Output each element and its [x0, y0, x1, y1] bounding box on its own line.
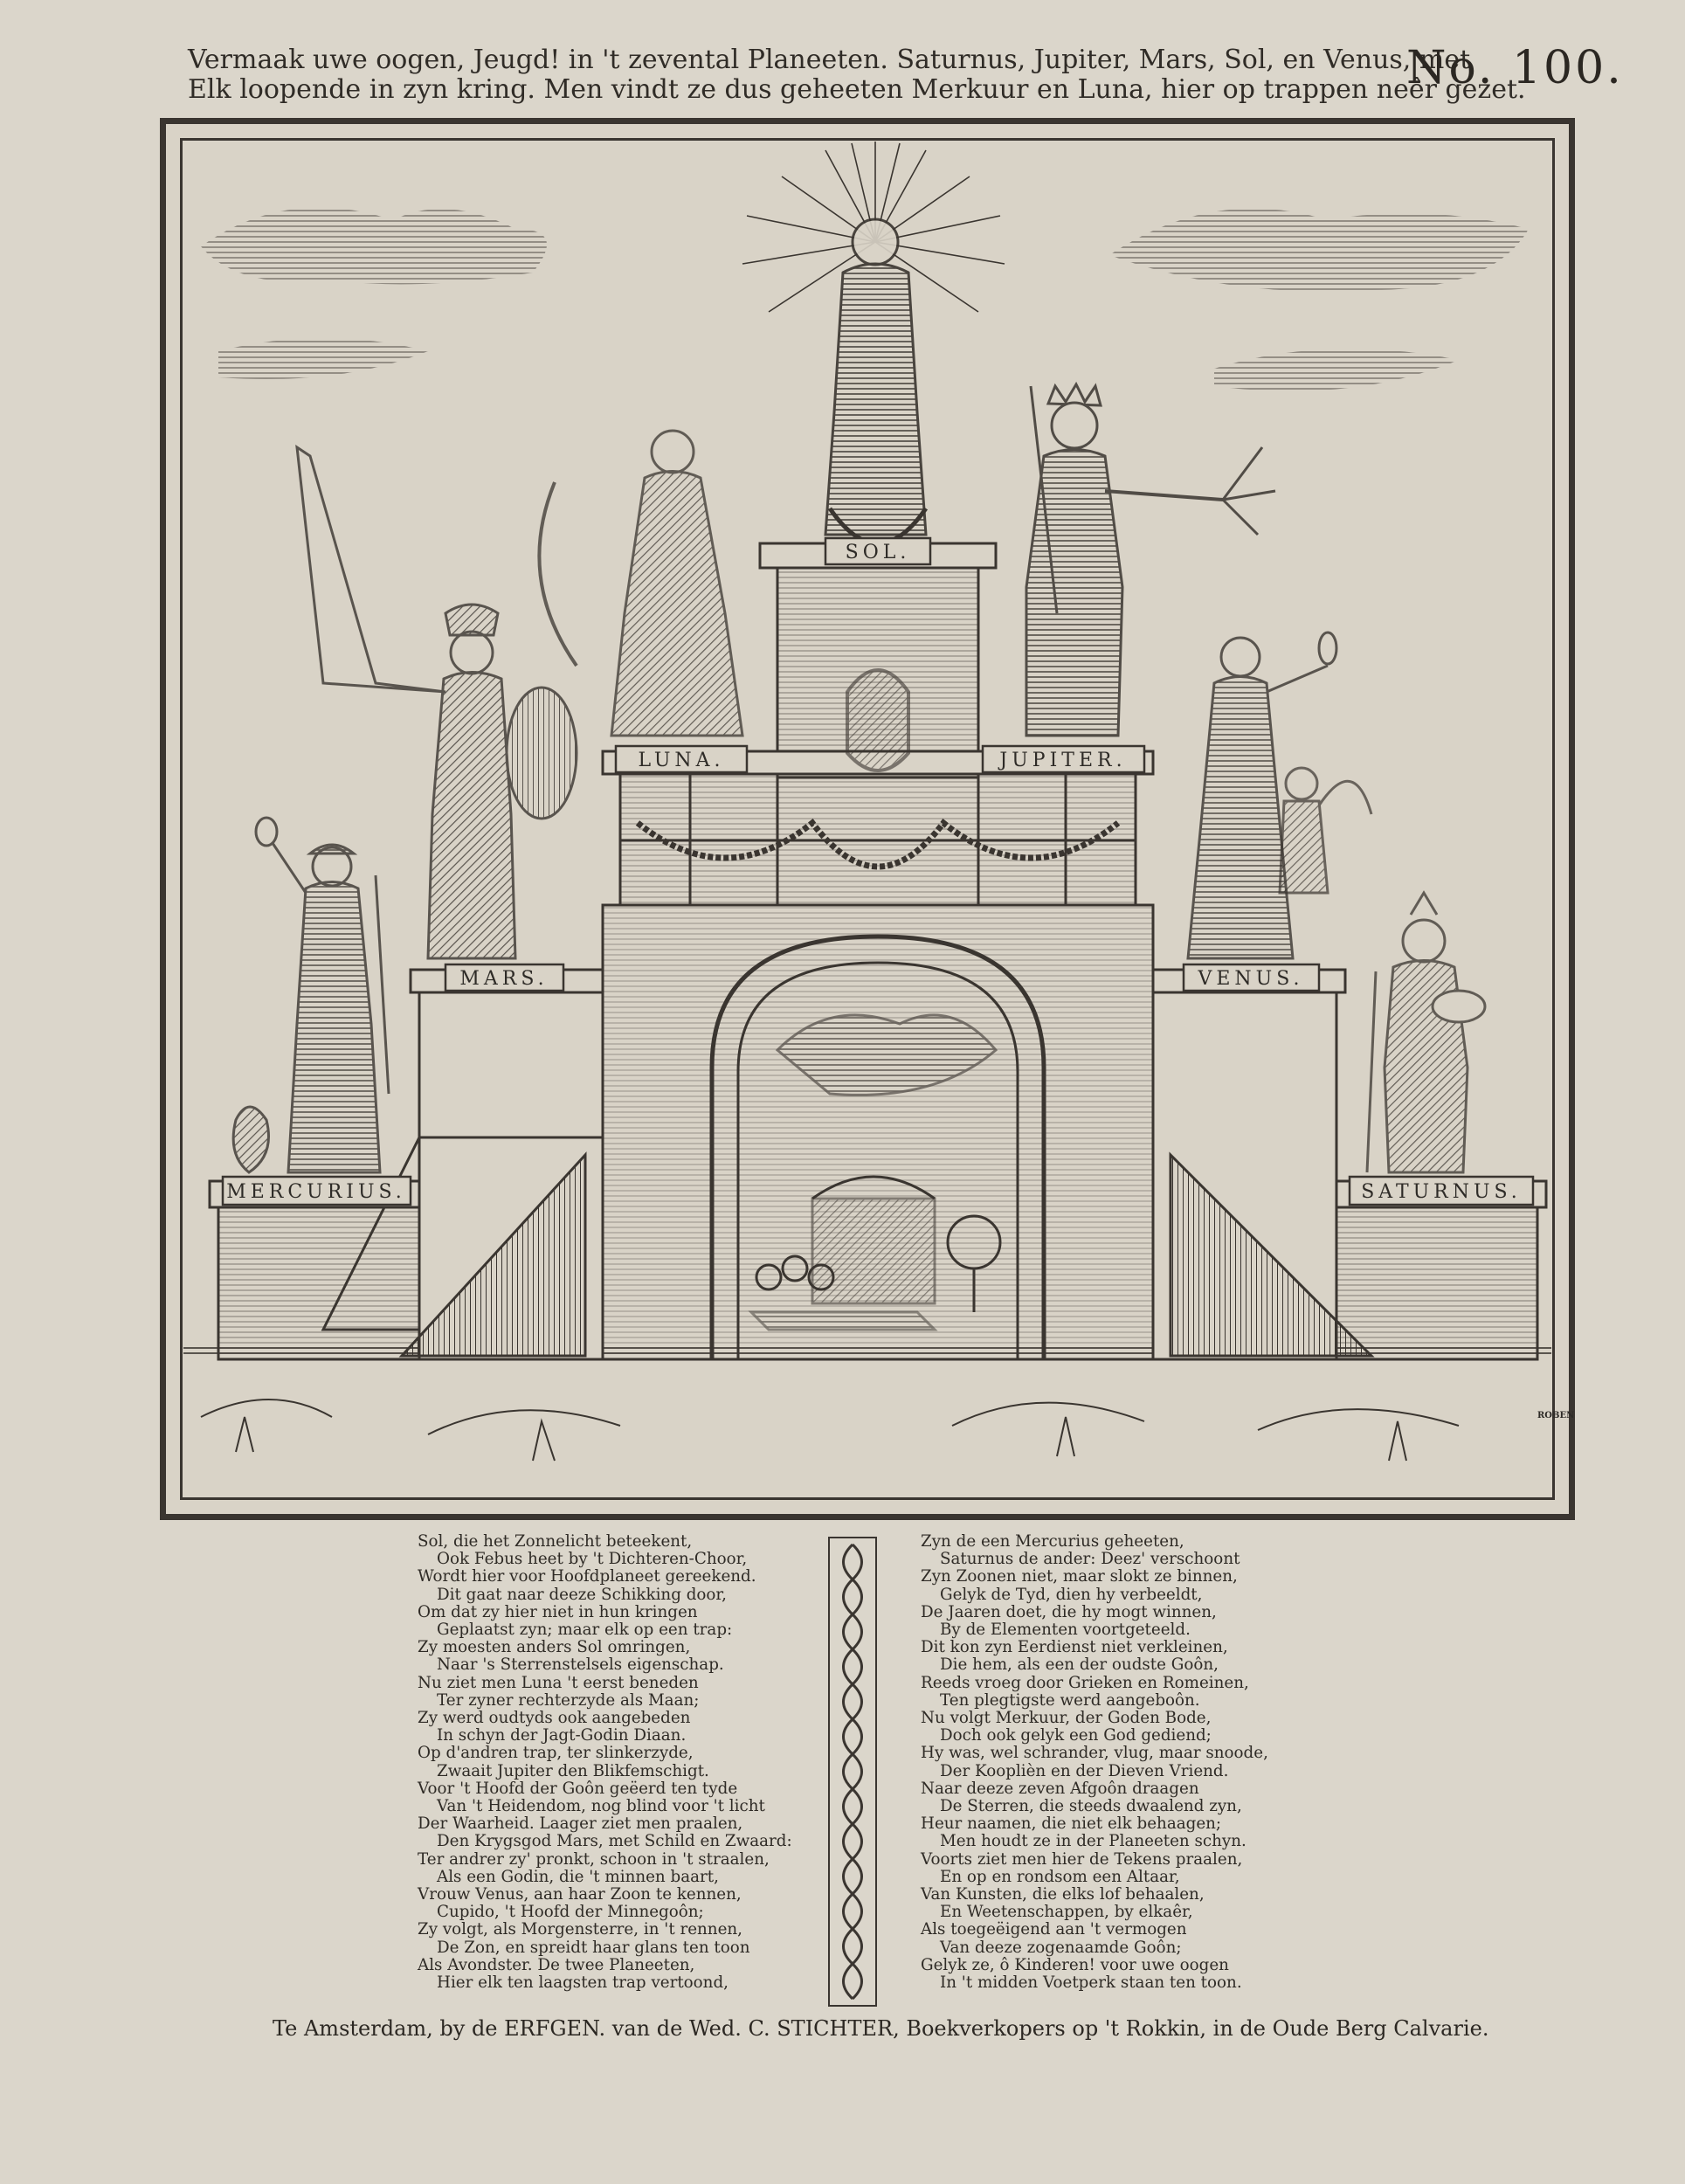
verse-line: De Jaaren doet, die hy mogt winnen, [921, 1602, 1217, 1621]
verse-line: Hier elk ten laagsten trap vertoond, [437, 1973, 729, 1993]
label-saturnus: SATURNUS. [1361, 1181, 1522, 1203]
verse-line: Sol, die het Zonnelicht beteekent, [418, 1532, 693, 1551]
verse-column-right [921, 1533, 1268, 1992]
verse-line: Heur naamen, die niet elk behaagen; [921, 1814, 1222, 1834]
verse-line: Als Avondster. De twee Planeeten, [418, 1955, 695, 1974]
ground [183, 1347, 1551, 1461]
verse-line: Wordt hier voor Hoofdplaneet gereekend. [418, 1567, 756, 1586]
label-mercurius: MERCURIUS. [226, 1181, 406, 1203]
title-line-1: Vermaak uwe oogen, Jeugd! in 't zevental Planeeten. Saturnus, Jupiter, Mars, Sol, en Venus, met [188, 45, 1471, 75]
verse-line: Ten plegtigste werd aangeboôn. [940, 1690, 1200, 1710]
verse-line: Ter andrer zy' pronkt, schoon in 't straalen, [418, 1849, 770, 1869]
verse-line: Dit gaat naar deeze Schikking door, [437, 1585, 727, 1604]
verse-line: By de Elementen voortgeteeld. [940, 1621, 1191, 1640]
verse-line: In schyn der Jagt-Godin Diaan. [437, 1726, 687, 1745]
label-luna: LUNA. [638, 750, 725, 771]
figure-mercurius [233, 818, 389, 1172]
verse-line: Gelyk ze, ô Kinderen! voor uwe oogen [921, 1955, 1229, 1974]
verse-line: Zyn Zoonen niet, maar slokt ze binnen, [921, 1567, 1238, 1586]
verse-line: Van Kunsten, die elks lof behaalen, [921, 1885, 1205, 1904]
label-venus: VENUS. [1198, 968, 1304, 990]
verse-line: Van 't Heidendom, nog blind voor 't licht [437, 1797, 765, 1816]
verse-line: Der Waarheid. Laager ziet men praalen, [418, 1814, 743, 1834]
verse-line: Reeds vroeg door Grieken en Romeinen, [921, 1673, 1249, 1692]
publisher-imprint: Te Amsterdam, by de ERFGEN. van de Wed. C. STICHTER, Boekverkopers op 't Rokkin, in de Oude Berg Calvarie. [273, 2016, 1489, 2041]
verse-line: Nu ziet men Luna 't eerst beneden [418, 1673, 699, 1692]
verse-line: Zy werd oudtyds ook aangebeden [418, 1709, 691, 1728]
label-mars: MARS. [459, 968, 549, 990]
title-line-2: Elk loopende in zyn kring. Men vindt ze dus geheeten Merkuur en Luna, hier op trappen neêr gezet. [188, 74, 1526, 105]
verse-line: Naar deeze zeven Afgoôn draagen [921, 1779, 1199, 1798]
planets-illustration [166, 124, 1569, 1514]
verse-line: In 't midden Voetperk staan ten toon. [940, 1973, 1242, 1993]
verse-line: Naar 's Sterrenstelsels eigenschap. [437, 1655, 724, 1675]
verse-line: Voorts ziet men hier de Tekens praalen, [921, 1849, 1243, 1869]
woodcut-frame [160, 118, 1575, 1520]
figure-cupid [1280, 768, 1371, 893]
verse-line: Nu volgt Merkuur, der Goden Bode, [921, 1709, 1212, 1728]
verse-line: De Sterren, die steeds dwaalend zyn, [940, 1797, 1242, 1816]
verse-line: Doch ook gelyk een God gediend; [940, 1726, 1212, 1745]
verse-line: Zyn de een Mercurius geheeten, [921, 1532, 1184, 1551]
verse-line: Die hem, als een der oudste Goôn, [940, 1655, 1219, 1675]
label-sol: SOL. [845, 542, 911, 563]
left-pedestals [210, 970, 603, 1359]
label-jupiter: JUPITER. [999, 750, 1127, 771]
verse-line: De Zon, en spreidt haar glans ten toon [437, 1938, 750, 1957]
verse-line: Vrouw Venus, aan haar Zoon te kennen, [418, 1885, 742, 1904]
verse-line: Dit kon zyn Eerdienst niet verkleinen, [921, 1638, 1228, 1657]
verse-line: Als toegeëigend aan 't vermogen [921, 1920, 1187, 1939]
verse-line: Zy volgt, als Morgensterre, in 't rennen, [418, 1920, 742, 1939]
verse-line: En op en rondsom een Altaar, [940, 1867, 1180, 1886]
verse-line: Zwaait Jupiter den Blikfemschigt. [437, 1761, 709, 1780]
verse-line: Voor 't Hoofd der Goôn geëerd ten tyde [418, 1779, 738, 1798]
verse-line: Den Krygsgod Mars, met Schild en Zwaard: [437, 1832, 792, 1851]
verse-line: Zy moesten anders Sol omringen, [418, 1638, 691, 1657]
engraver-signature: ROBEN [1537, 1411, 1575, 1420]
verse-line: Op d'andren trap, ter slinkerzyde, [418, 1744, 694, 1763]
verse-line: Als een Godin, die 't minnen baart, [437, 1867, 719, 1886]
verse-column-left [418, 1533, 792, 1992]
verse-line: Van deeze zogenaamde Goôn; [940, 1938, 1182, 1957]
figure-venus [1188, 632, 1336, 958]
verse-line: Geplaatst zyn; maar elk op een trap: [437, 1621, 733, 1640]
verse-line: Ter zyner rechterzyde als Maan; [437, 1690, 700, 1710]
right-pedestals [1153, 970, 1546, 1359]
figure-luna [539, 431, 742, 736]
verse-line: Om dat zy hier niet in hun kringen [418, 1602, 698, 1621]
print-number: No. 100. [1406, 42, 1624, 94]
verse-line: Men houdt ze in der Planeeten schyn. [940, 1832, 1246, 1851]
ornamental-divider [825, 1536, 880, 2008]
verse-line: Saturnus de ander: Deez' verschoont [940, 1550, 1240, 1569]
verse-line: Der Kooplièn en der Dieven Vriend. [940, 1761, 1229, 1780]
verse-line: Gelyk de Tyd, dien hy verbeeldt, [940, 1585, 1203, 1604]
verse-line: Ook Febus heet by 't Dichteren-Choor, [437, 1550, 748, 1569]
verse-line: Cupido, 't Hoofd der Minnegoôn; [437, 1903, 704, 1922]
figure-saturnus [1367, 893, 1485, 1172]
verse-line: En Weetenschappen, by elkaêr, [940, 1903, 1193, 1922]
verse-line: Hy was, wel schrander, vlug, maar snoode, [921, 1744, 1268, 1763]
